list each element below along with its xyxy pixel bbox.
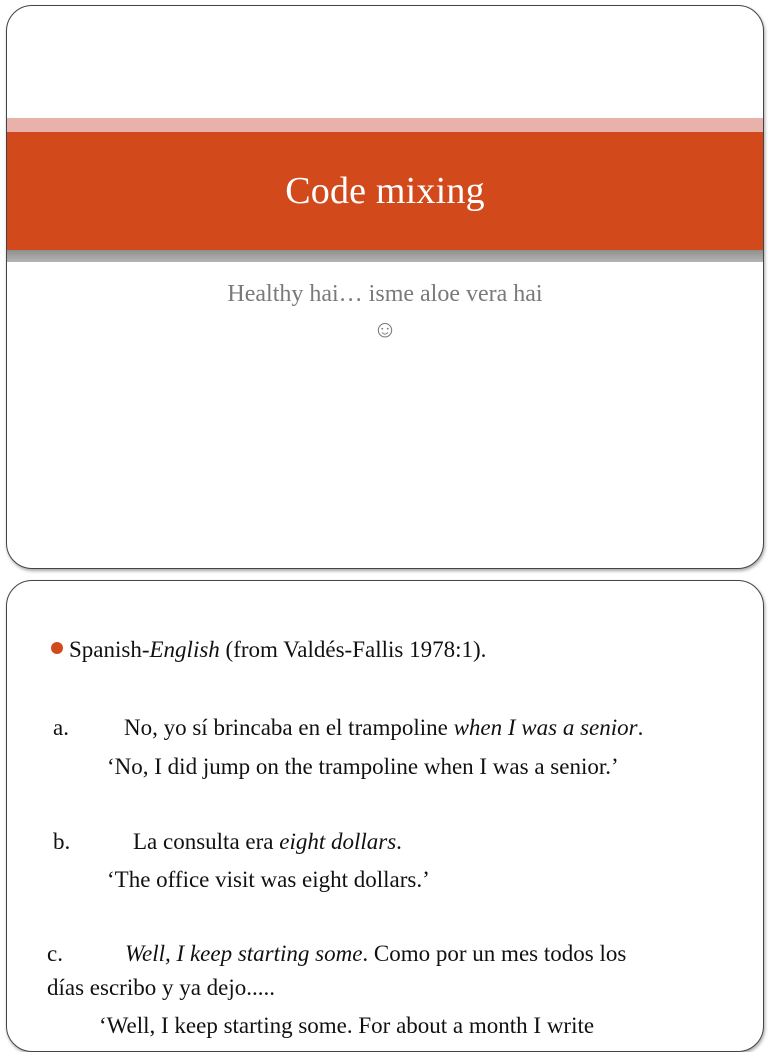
- example-a-label: a.: [53, 715, 69, 740]
- bullet-dot-icon: [51, 642, 63, 654]
- example-b-translation: ‘The office visit was eight dollars.’: [107, 867, 430, 892]
- slide-subtitle: Healthy hai… isme aloe vera hai: [227, 281, 543, 307]
- slide-content: [6, 580, 764, 1052]
- example-b-text: La consulta era: [133, 829, 280, 854]
- slide-title-card: [6, 5, 764, 569]
- example-b-end: .: [396, 829, 402, 854]
- example-b-italic: eight dollars: [279, 829, 397, 854]
- example-b-label: b.: [53, 829, 71, 854]
- example-a-text: No, yo sí brincaba en el trampoline: [124, 715, 454, 740]
- title-banner: [7, 132, 763, 250]
- bullet-suffix: (from Valdés-Fallis 1978:1).: [219, 637, 487, 662]
- example-a-translation: ‘No, I did jump on the trampoline when I was a senior.’: [107, 754, 619, 779]
- smiley-icon: ☺: [372, 317, 398, 343]
- slide-title: Code mixing: [285, 170, 485, 212]
- example-b: [53, 829, 402, 855]
- example-a-end: .: [637, 715, 644, 740]
- bullet-italic: English: [149, 637, 220, 662]
- bullet-item: [51, 637, 486, 663]
- title-accent-band: [7, 118, 763, 132]
- title-shadow-band: [7, 250, 763, 262]
- example-c: [47, 941, 626, 967]
- example-c-italic: Well, I keep starting some: [125, 941, 363, 966]
- example-c-text: . Como por un mes todos los: [362, 941, 627, 966]
- example-c-label: c.: [47, 941, 63, 966]
- bullet-prefix: Spanish-: [69, 637, 150, 662]
- example-c-line2: días escribo y ya dejo.....: [47, 975, 276, 1000]
- example-a-italic: when I was a senior: [453, 715, 638, 740]
- example-a: [53, 715, 643, 741]
- example-c-translation: ‘Well, I keep starting some. For about a month I write: [99, 1013, 595, 1038]
